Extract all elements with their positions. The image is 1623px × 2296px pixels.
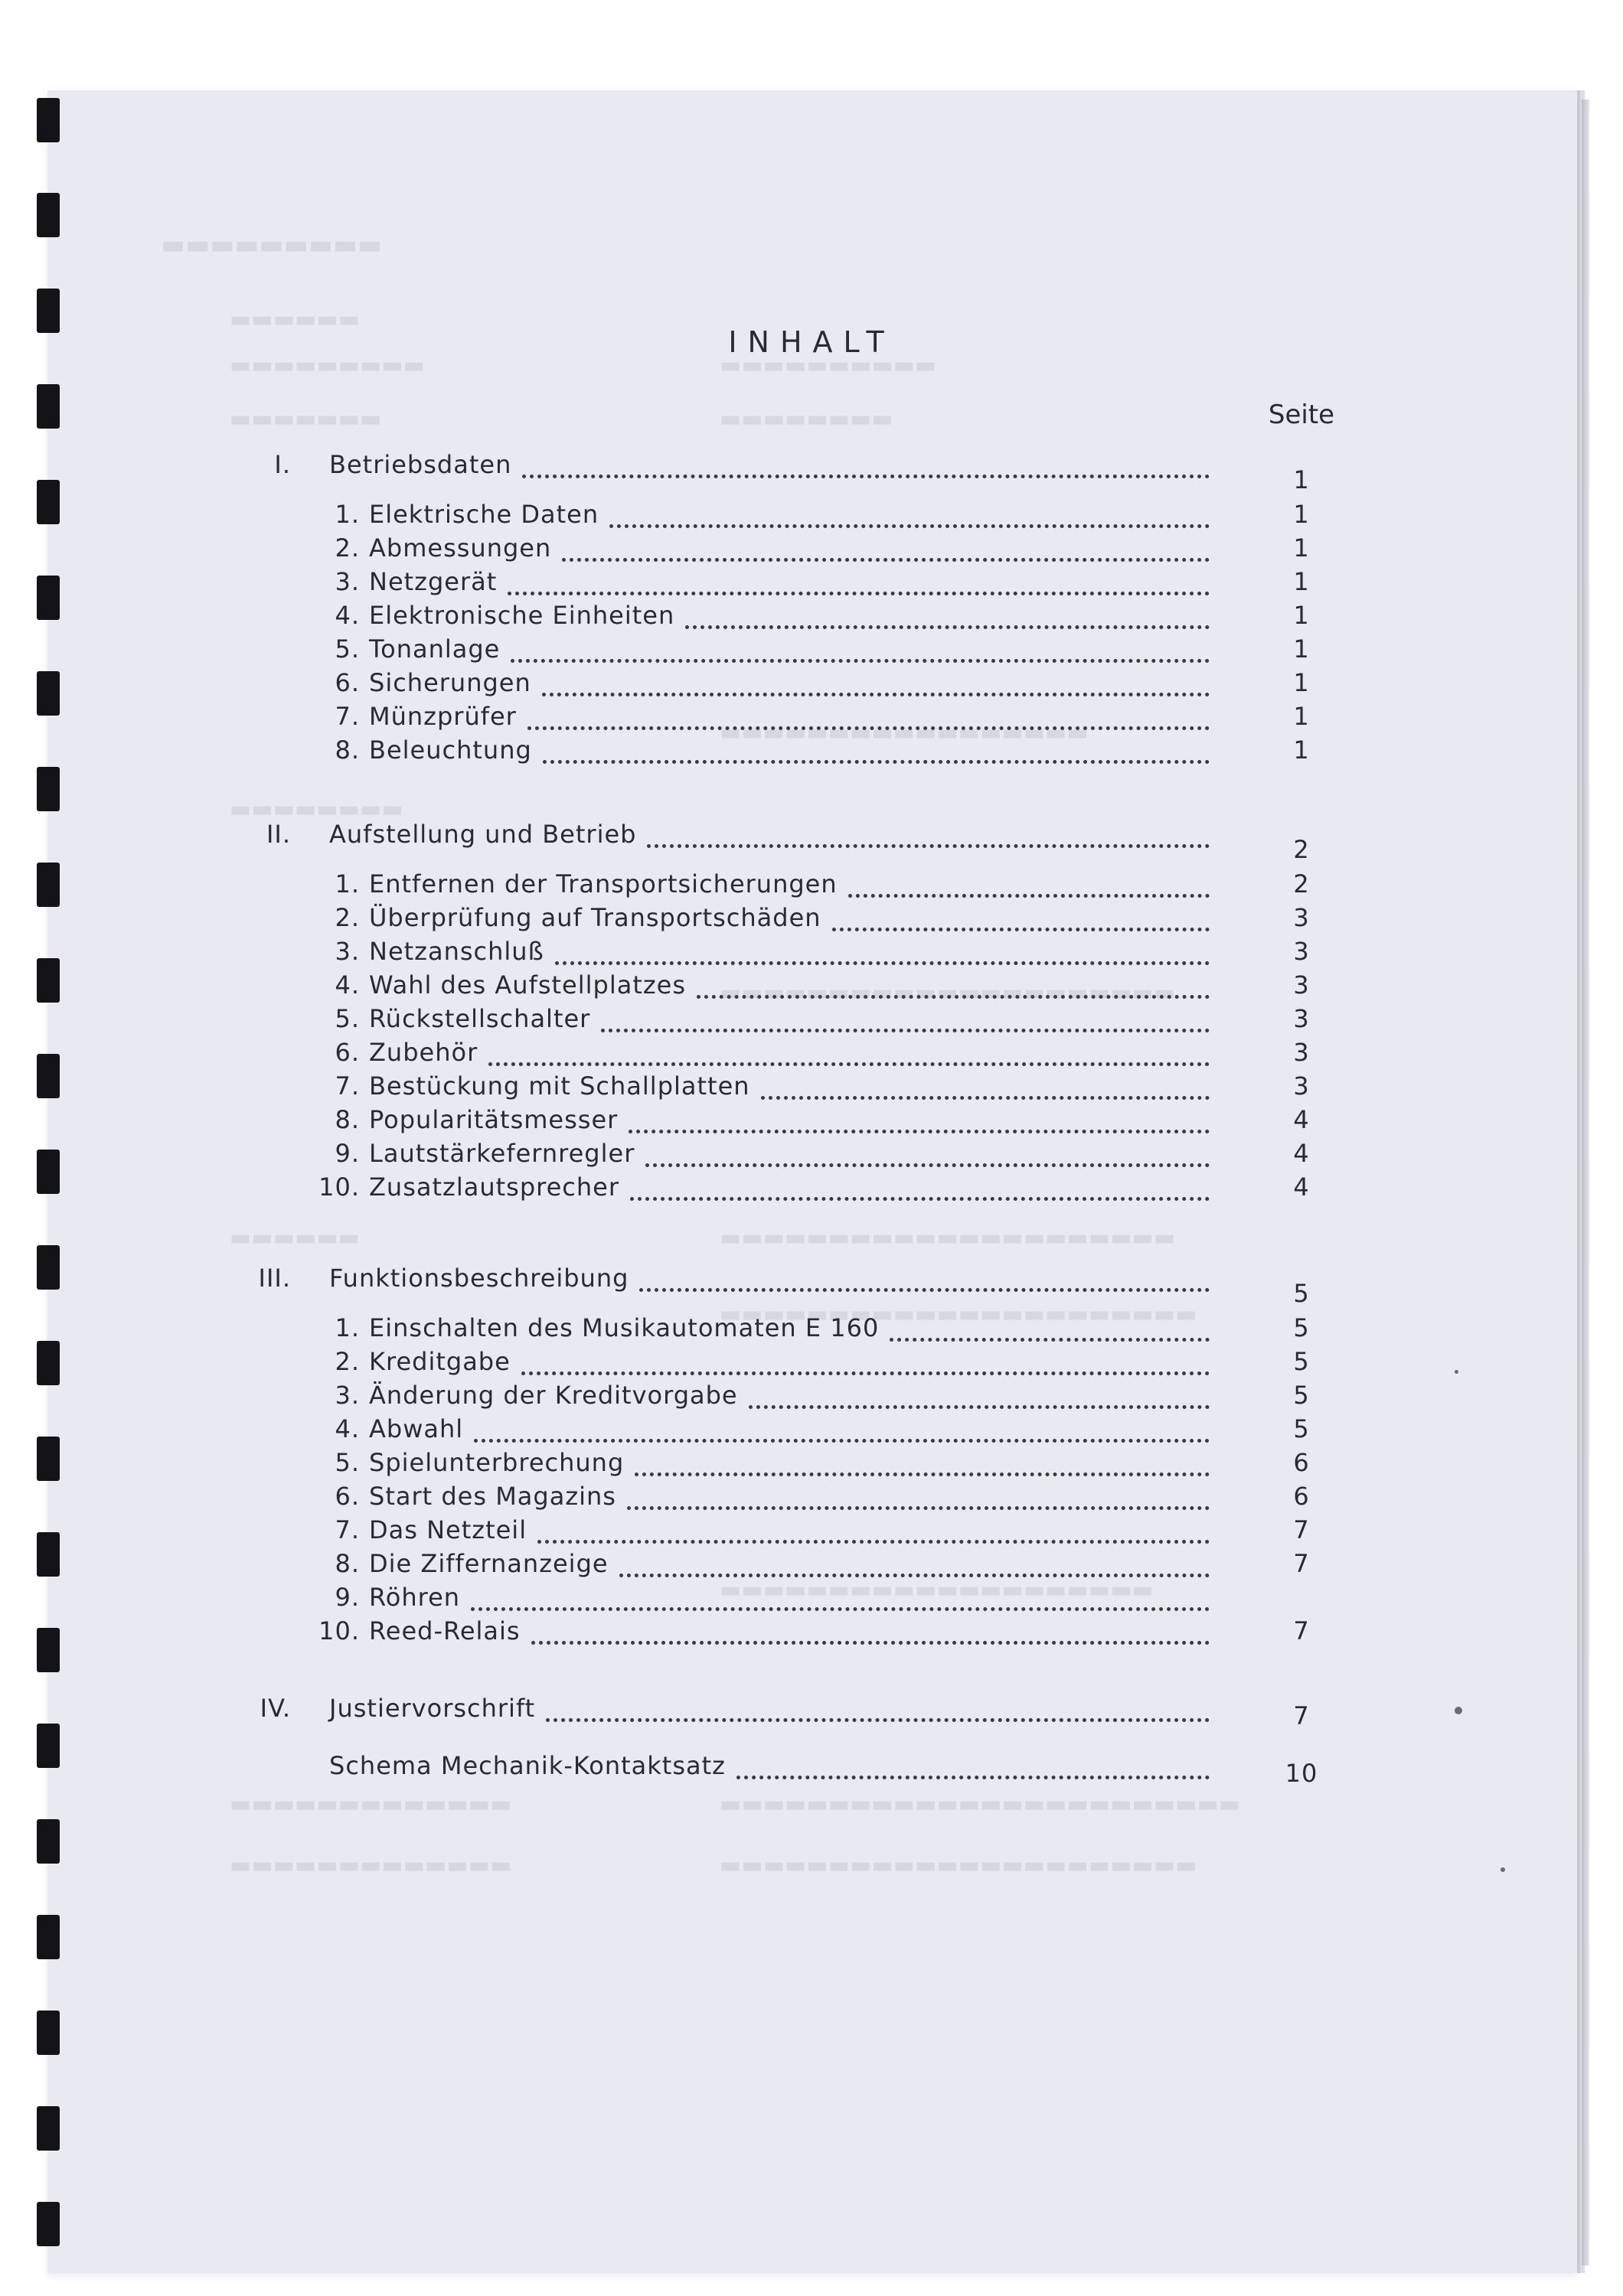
toc-item-title: Netzgerät (369, 567, 498, 596)
dot-leader (521, 1338, 1210, 1375)
toc-item (0, 867, 1623, 901)
dot-leader (522, 441, 1210, 478)
binding-hole (37, 2011, 60, 2055)
toc-item-page-number: 1 (1293, 601, 1310, 630)
toc-item-title: Die Ziffernanzeige (369, 1549, 609, 1578)
toc-item-page-number: 1 (1293, 702, 1310, 731)
dot-leader (832, 894, 1210, 931)
dot-leader (635, 1439, 1210, 1476)
toc-item-title: Zubehör (369, 1038, 478, 1067)
toc-item-page-number: 5 (1293, 1414, 1310, 1443)
toc-item-title: Abmessungen (369, 533, 552, 563)
toc-item-number: 6. (335, 1038, 360, 1067)
dot-leader (697, 961, 1210, 999)
toc-item-page-number: 4 (1293, 1172, 1310, 1202)
dot-leader (630, 1163, 1210, 1201)
toc-item-title: Lautstärkefernregler (369, 1139, 635, 1168)
dot-leader (848, 860, 1210, 898)
dot-leader (736, 1742, 1210, 1779)
toc-item-page-number: 6 (1293, 1482, 1310, 1511)
dot-leader (685, 592, 1210, 629)
toc-item-page-number: 1 (1293, 567, 1310, 596)
toc-item-title: Netzanschluß (369, 937, 544, 966)
binding-hole (37, 2202, 60, 2246)
dot-leader (647, 810, 1210, 848)
toc-section-page-number: 2 (1293, 835, 1310, 864)
toc-item-page-number: 4 (1293, 1105, 1310, 1134)
toc-item-title: Abwahl (369, 1414, 464, 1443)
toc-item-title: Rückstellschalter (369, 1004, 591, 1033)
toc-section (0, 448, 1623, 494)
toc-item-title: Überprüfung auf Transportschäden (369, 903, 821, 932)
toc-item-number: 2. (335, 533, 360, 563)
toc-item-title: Elektronische Einheiten (369, 601, 675, 630)
dot-leader (488, 1029, 1210, 1066)
toc-item-number: 8. (335, 735, 360, 765)
binding-hole (37, 2106, 60, 2151)
toc-item-number: 3. (335, 567, 360, 596)
toc-item-title: Spielunterbrechung (369, 1448, 625, 1477)
toc-item-page-number: 3 (1293, 903, 1310, 932)
toc-item-number: 4. (335, 970, 360, 1000)
dot-leader (562, 524, 1210, 562)
toc-item-title: Elektrische Daten (369, 500, 599, 529)
toc-item-number: 7. (335, 702, 360, 731)
dot-leader (645, 1130, 1210, 1167)
toc-item (0, 1614, 1623, 1648)
dot-leader (639, 1254, 1210, 1292)
toc-item-number: 3. (335, 1381, 360, 1410)
toc-item-number: 7. (335, 1071, 360, 1101)
toc-item-page-number: 7 (1293, 1549, 1310, 1578)
toc-item-number: 6. (335, 668, 360, 697)
binding-hole (37, 98, 60, 142)
toc-section-title: Funktionsbeschreibung (329, 1264, 629, 1293)
dot-leader (527, 693, 1210, 730)
toc-item-page-number: 5 (1293, 1347, 1310, 1376)
toc-item-page-number: 3 (1293, 937, 1310, 966)
toc-item-number: 1. (335, 869, 360, 899)
binding-hole (37, 1915, 60, 1959)
dot-leader (601, 995, 1210, 1032)
toc-section-page-number: 7 (1293, 1701, 1310, 1730)
toc-item-page-number: 3 (1293, 1004, 1310, 1033)
toc-item-title: Röhren (369, 1583, 461, 1612)
toc-item-number: 5. (335, 634, 360, 664)
binding-hole (37, 384, 60, 429)
toc-item-page-number: 7 (1293, 1515, 1310, 1544)
toc-item-page-number: 3 (1293, 1038, 1310, 1067)
toc-item-page-number: 1 (1293, 500, 1310, 529)
toc-item-number: 7. (335, 1515, 360, 1544)
toc-item-number: 8. (335, 1105, 360, 1134)
toc-item-title: Münzprüfer (369, 702, 517, 731)
toc-item-title: Kreditgabe (369, 1347, 511, 1376)
ink-speck (1501, 1867, 1505, 1872)
toc-item-number: 4. (335, 601, 360, 630)
toc-item-number: 9. (335, 1583, 360, 1612)
toc-item (0, 1749, 1623, 1788)
dot-leader (474, 1405, 1210, 1443)
toc-item-title: Wahl des Aufstellplatzes (369, 970, 687, 1000)
dot-leader (508, 558, 1210, 595)
page-column-header: Seite (1268, 400, 1335, 430)
toc-section-number: I. (274, 450, 291, 479)
dot-leader (749, 1371, 1210, 1409)
toc-item (0, 733, 1623, 767)
toc-item-page-number: 3 (1293, 1071, 1310, 1101)
toc-section-number: III. (258, 1264, 291, 1293)
toc-item-title: Entfernen der Transportsicherungen (369, 869, 838, 899)
dot-leader (609, 491, 1210, 528)
dot-leader (629, 1096, 1210, 1133)
toc-item-number: 1. (335, 500, 360, 529)
dot-leader (555, 928, 1210, 965)
toc-item-title: Das Netzteil (369, 1515, 527, 1544)
toc-item-title: Einschalten des Musikautomaten E 160 (369, 1313, 880, 1342)
toc-item-page-number: 3 (1293, 970, 1310, 1000)
toc-item-page-number: 1 (1293, 533, 1310, 563)
dot-leader (542, 659, 1210, 696)
toc-item-number: 10. (318, 1172, 360, 1202)
toc-item-number: 5. (335, 1448, 360, 1477)
toc-item-title: Popularitätsmesser (369, 1105, 619, 1134)
toc-title: INHALT (728, 325, 895, 359)
toc-section (0, 1261, 1623, 1308)
dot-leader (627, 1473, 1210, 1510)
dot-leader (471, 1574, 1210, 1611)
toc-section-number: II. (266, 820, 291, 849)
toc-item-page-number: 5 (1293, 1381, 1310, 1410)
toc-item-title: Änderung der Kreditvorgabe (369, 1381, 738, 1410)
toc-item-title: Reed-Relais (369, 1616, 521, 1645)
toc-section-number: IV. (260, 1694, 291, 1723)
toc-item-number: 10. (318, 1616, 360, 1645)
dot-leader (546, 1684, 1210, 1722)
toc-item-number: 5. (335, 1004, 360, 1033)
dot-leader (761, 1062, 1210, 1100)
toc-item-page-number: 1 (1293, 668, 1310, 697)
toc-item-page-number: 2 (1293, 869, 1310, 899)
toc-item-number: 3. (335, 937, 360, 966)
dot-leader (619, 1540, 1210, 1577)
toc-item-page-number: 5 (1293, 1313, 1310, 1342)
toc-section-page-number: 1 (1293, 465, 1310, 494)
toc-section-title: Betriebsdaten (329, 450, 512, 479)
dot-leader (531, 1607, 1210, 1645)
toc-item-number: 8. (335, 1549, 360, 1578)
toc-item-page-number: 1 (1293, 634, 1310, 664)
toc-item-title: Zusatzlautsprecher (369, 1172, 619, 1202)
dot-leader (537, 1506, 1210, 1544)
toc-section-title: Justiervorschrift (329, 1694, 536, 1723)
toc-item-page-number: 1 (1293, 735, 1310, 765)
dot-leader (543, 726, 1210, 764)
toc-item-number: 2. (335, 1347, 360, 1376)
toc-section-page-number: 5 (1293, 1279, 1310, 1308)
dot-leader (511, 625, 1210, 663)
toc-item-page-number: 7 (1293, 1616, 1310, 1645)
toc-item (0, 1170, 1623, 1204)
binding-hole (37, 1819, 60, 1864)
toc-section (0, 1691, 1623, 1730)
binding-hole (37, 767, 60, 811)
toc-item-number: 6. (335, 1482, 360, 1511)
binding-hole (37, 193, 60, 237)
dot-leader (890, 1304, 1210, 1342)
toc-item-page-number: 6 (1293, 1448, 1310, 1477)
toc-item-page-number: 10 (1285, 1759, 1318, 1788)
toc-section (0, 817, 1623, 864)
toc-item-title: Start des Magazins (369, 1482, 616, 1511)
toc-item-title: Sicherungen (369, 668, 531, 697)
toc-item-number: 1. (335, 1313, 360, 1342)
toc-item-page-number: 4 (1293, 1139, 1310, 1168)
toc-item-title: Bestückung mit Schallplatten (369, 1071, 750, 1101)
toc-item-title: Tonanlage (369, 634, 501, 664)
toc-item-number: 4. (335, 1414, 360, 1443)
toc-item-number: 9. (335, 1139, 360, 1168)
toc-item-number: 2. (335, 903, 360, 932)
toc-section-title: Aufstellung und Betrieb (329, 820, 637, 849)
toc-item-title: Beleuchtung (369, 735, 532, 765)
toc-item-title: Schema Mechanik-Kontaktsatz (329, 1751, 726, 1780)
